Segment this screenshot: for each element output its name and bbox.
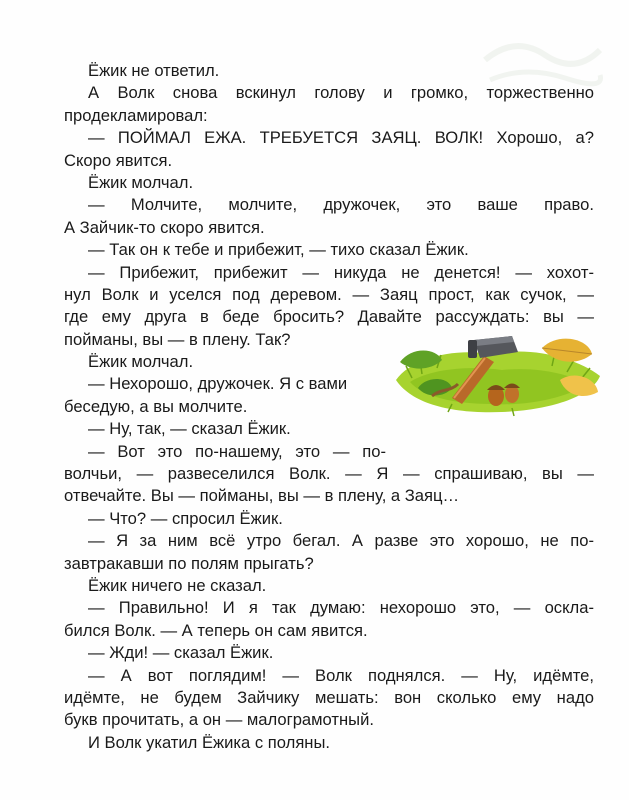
text-line: бился Волк. — А теперь он сам явится. <box>64 620 368 640</box>
text-line: букв прочитать, а он — малограмотный. <box>64 710 374 730</box>
text-line: — Молчите, молчите, дружочек, это ваше право. <box>88 195 594 215</box>
text-line: — Жди! — сказал Ёжик. <box>88 643 274 663</box>
text-line: пойманы, вы — в плену. Так? <box>64 329 291 349</box>
text-line: продекламировал: <box>64 105 208 125</box>
text-line: И Волк укатил Ёжика с поляны. <box>88 732 331 752</box>
hammer-grass-illustration <box>392 318 604 418</box>
text-line: — Прибежит, прибежит — никуда не денется! — хохот- <box>88 262 594 282</box>
text-line: — ПОЙМАЛ ЕЖА. ТРЕБУЕТСЯ ЗАЯЦ. ВОЛК! Хорошо, а? <box>88 128 594 148</box>
text-line: — Я за ним всё утро бегал. А разве это хорошо, не по- <box>88 531 594 551</box>
text-line: отвечайте. Вы — пойманы, вы — в плену, а Заяц… <box>64 486 460 506</box>
text-line: Ёжик молчал. <box>88 172 194 192</box>
text-line: Ёжик не ответил. <box>88 61 220 80</box>
text-line: завтракавши по полям прыгать? <box>64 553 314 573</box>
text-line: — Нехорошо, дружочек. Я с вами <box>88 374 348 394</box>
text-line: волчьи, — развеселился Волк. — Я — спрашиваю, вы — <box>64 464 594 484</box>
text-line: — Что? — спросил Ёжик. <box>88 508 283 528</box>
text-line: — Так он к тебе и прибежит, — тихо сказал Ёжик. <box>88 240 469 260</box>
text-line: Ёжик молчал. <box>88 352 194 372</box>
text-line: — Ну, так, — сказал Ёжик. <box>88 419 291 439</box>
text-line: Скоро явится. <box>64 150 173 170</box>
text-line: — Вот это по-нашему, это — по- <box>88 441 386 461</box>
text-line: А Волк снова вскинул голову и громко, торжественно <box>88 83 594 103</box>
text-line: А Зайчик-то скоро явится. <box>64 217 265 237</box>
text-line: Ёжик ничего не сказал. <box>88 575 267 595</box>
text-line: идёмте, не будем Зайчику мешать: вон сколько ему надо <box>64 687 594 707</box>
text-line: — А вот поглядим! — Волк поднялся. — Ну, идёмте, <box>88 665 594 685</box>
text-line: беседую, а вы молчите. <box>64 396 248 416</box>
text-line: где ему друга в беде бросить? Давайте рассуждать: вы — <box>64 307 594 327</box>
text-line: нул Волк и уселся под деревом. — Заяц прост, как сучок, — <box>64 284 594 304</box>
text-line: — Правильно! И я так думаю: нехорошо это, — оскла- <box>88 598 594 618</box>
